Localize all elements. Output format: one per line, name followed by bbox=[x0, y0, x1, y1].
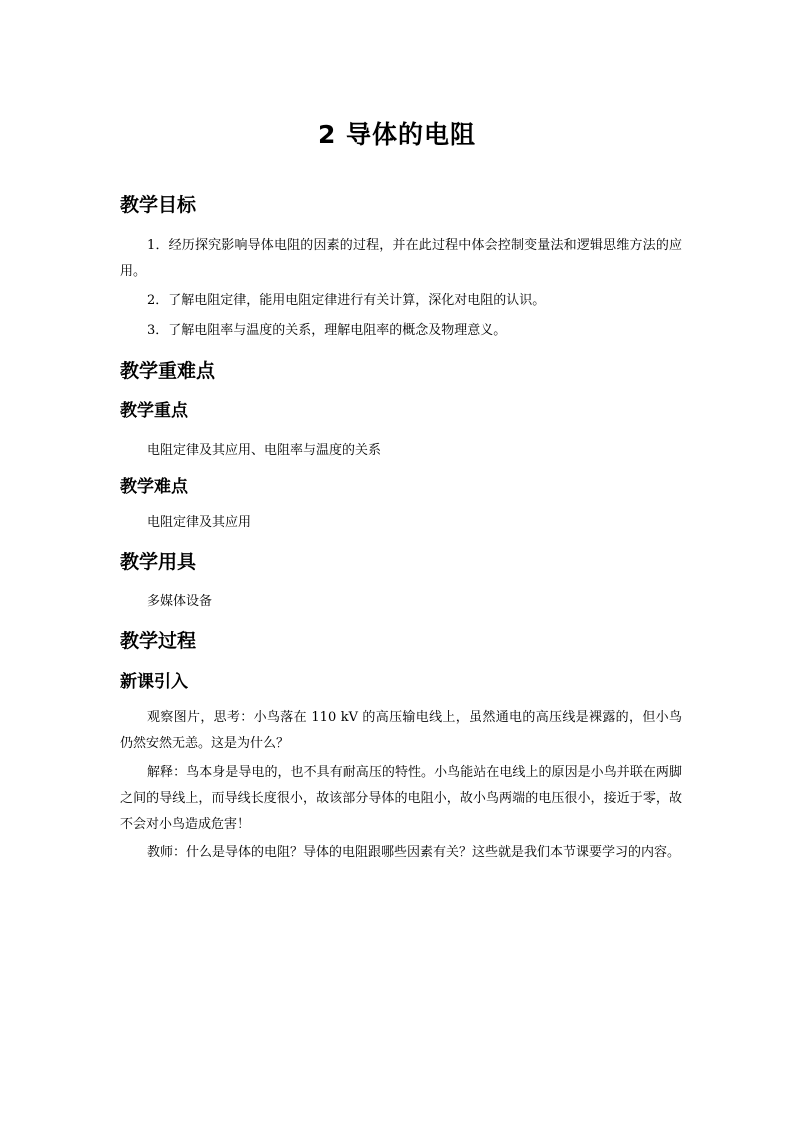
objective-item-3: 3．了解电阻率与温度的关系，理解电阻率的概念及物理意义。 bbox=[147, 323, 507, 338]
key-focus-text: 电阻定律及其应用、电阻率与温度的关系 bbox=[147, 443, 382, 458]
process-paragraph-3: 教师：什么是导体的电阻？导体的电阻跟哪些因素有关？这些就是我们本节课要学习的内容。 bbox=[147, 845, 681, 860]
heading-process: 教学过程 bbox=[120, 630, 197, 652]
tools-text: 多媒体设备 bbox=[147, 594, 213, 609]
document-title: 2 导体的电阻 bbox=[317, 120, 477, 149]
heading-intro: 新课引入 bbox=[120, 672, 188, 692]
heading-tools: 教学用具 bbox=[120, 551, 197, 573]
heading-key-points: 教学重难点 bbox=[120, 360, 216, 382]
process-paragraph-2: 解释：鸟本身是导电的，也不具有耐高压的特性。小鸟能站在电线上的原因是小鸟并联在两脚之间的导线上，而导线长度很小，故该部分导体的电阻小，故小鸟两端的电压很小，接近于零，故不会对小鸟造成危害！ bbox=[120, 765, 682, 832]
heading-difficulty: 教学难点 bbox=[120, 477, 188, 497]
heading-objectives: 教学目标 bbox=[120, 194, 197, 216]
difficulty-text: 电阻定律及其应用 bbox=[147, 515, 252, 530]
objective-item-2: 2．了解电阻定律，能用电阻定律进行有关计算，深化对电阻的认识。 bbox=[147, 293, 546, 308]
process-paragraph-1: 观察图片，思考：小鸟落在 110 kV 的高压输电线上，虽然通电的高压线是裸露的，但小鸟仍然安然无恙。这是为什么？ bbox=[120, 710, 682, 751]
heading-key-focus: 教学重点 bbox=[120, 401, 188, 421]
objective-item-1: 1．经历探究影响导体电阻的因素的过程，并在此过程中体会控制变量法和逻辑思维方法的应用。 bbox=[120, 238, 682, 279]
